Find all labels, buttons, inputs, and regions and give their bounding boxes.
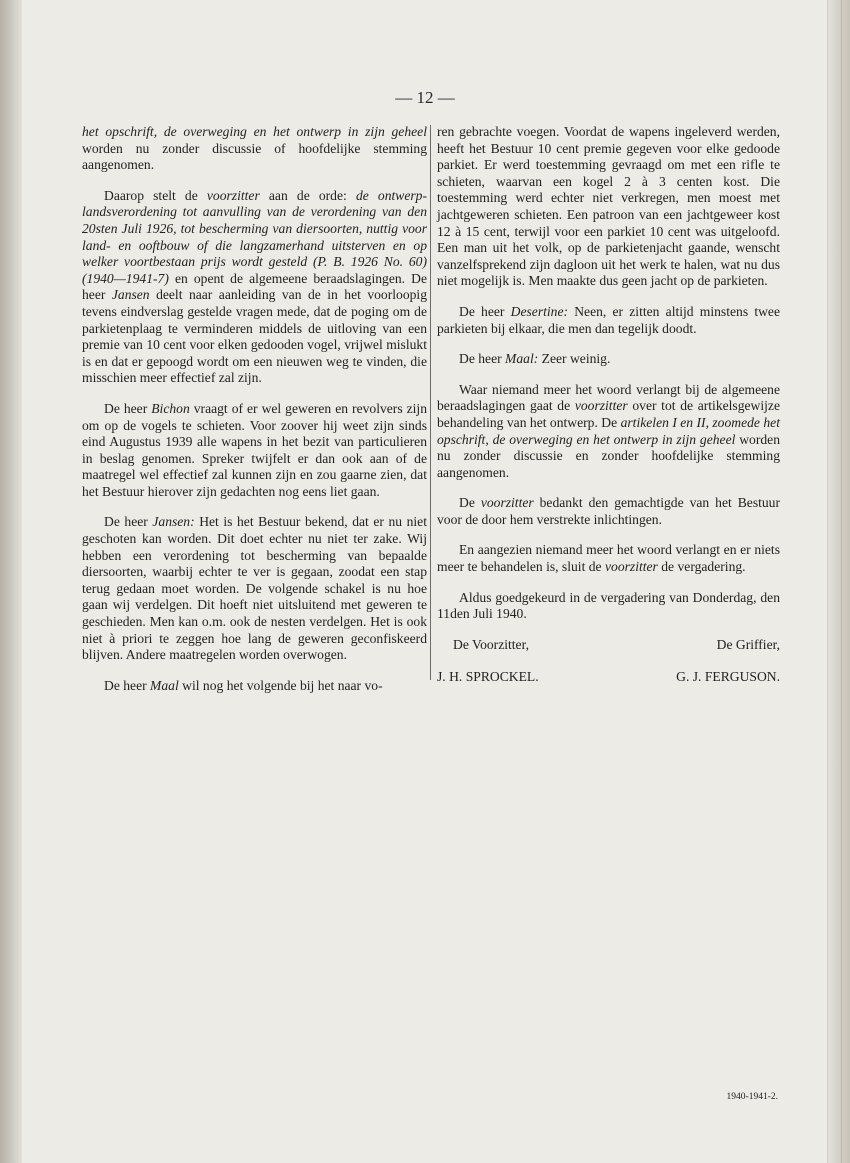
text-span: worden nu zonder discussie of hoofdelijke stemming aangenomen. (82, 140, 427, 173)
italic-span: Maal: (505, 351, 539, 367)
column-divider (430, 125, 431, 680)
right-paragraph-5 (437, 495, 780, 528)
italic-span: het opschrift, de overweging en het ontwerp in zijn geheel (82, 124, 427, 139)
italic-span: voorzitter (574, 398, 628, 414)
italic-span: voorzitter (206, 187, 260, 203)
text-span: En aangezien niemand meer het woord verlangt en er niets meer te behandelen is, sluit de (437, 542, 780, 575)
text-span: De heer (459, 303, 511, 319)
left-paragraph-2 (82, 188, 427, 387)
italic-span: Maal (150, 677, 179, 693)
text-span: Het is het Bestuur bekend, dat er nu niet geschoten kan worden. Dit doet echter nu niet ter zake. Wij hebben een verordening tot bescherming van bepaalde diersoorten, waarbij echter te ver is gegaan, zoodat een stap terug gedaan moet worden. De volgende schakel is nu hoe gaan wij verdelgen. Dit hoeft niet uitsluitend met geweren te geschieden. Men kan o.m. ook de nesten verdelgen. Het is ook niet à priori te zeggen hoe lang de geweren geconfiskeerd blijven. Andere maatregelen worden overwogen. (82, 514, 427, 663)
chair-name: J. H. SPROCKEL. (437, 669, 539, 685)
right-paragraph-2 (437, 304, 780, 337)
left-paragraph-4 (82, 514, 427, 663)
page-edge-stack (827, 0, 850, 1163)
italic-span: Bichon (151, 400, 190, 416)
italic-span: voorzitter (604, 559, 658, 575)
text-span: De heer (104, 514, 153, 530)
right-paragraph-4 (437, 382, 780, 482)
text-span: bedankt den gemachtigde van het Bestuur voor de door hem verstrekte inlichtingen. (437, 495, 781, 527)
page-edge-line (841, 0, 842, 1163)
text-span: Neen, er zitten altijd minstens twee parkieten bij elkaar, die men dan tegelijk doodt. (437, 303, 780, 336)
text-span: De (459, 495, 481, 511)
text-span: ren gebrachte voegen. Voordat de wapens ingeleverd werden, heeft het Bestuur 10 cent premie gegeven voor elke gedoode parkiet. Er werd toestemming gevraagd om met een rifle te schieten, waarvan een kogel 2 à 3 centen kost. Die toestemming werd echter niet verkregen, men moest met jachtgeweren schieten. Een patroon van een jachtgeweer kost 12 à 15 cent, terwijl voor een parkiet 10 cent was uitgeloofd. Een man uit het volk, op de parkietenjacht gaande, wenscht vanzelfsprekend zijn dagloon uit het werk te halen, wat nu dus niet mogelijk is. Men maakte dus geen jacht op de parkieten. (437, 124, 780, 289)
footer-code: 1940-1941-2. (726, 1092, 778, 1102)
right-paragraph-3 (437, 351, 780, 368)
text-span: wil nog het volgende bij het naar vo- (178, 677, 383, 693)
text-span: vraagt of er wel geweren en revolvers zijn om op de vogels te schieten. Voor zoover hij weet zijn sinds eind Augustus 1939 alle wapens in het bezit van particulieren in beslag genomen. Spreker twijfelt er dan ook aan of de maatregel wel effectief zal kunnen zijn en zou gaarne zien, dat het Bestuur hierover zijn gedachten nog eens liet gaan. (82, 400, 427, 499)
text-span: Waar niemand meer het woord verlangt bij de algemeene beraadslagingen gaat de (437, 381, 780, 414)
text-span: Aldus goedgekeurd in de vergadering van Donderdag, den 11den Juli 1940. (437, 589, 780, 622)
italic-span: Desertine: (510, 303, 569, 319)
text-span: over tot de artikelsgewijze behandeling van het ontwerp. De (437, 398, 780, 430)
text-span: deelt naar aanleiding van de in het voorloopig tevens eindverslag gestelde vragen mede, dat de poging om de parkietenplaag te verminderen middels de uitloving van een premie van 10 cent voor elken gedooden vogel, vrijwel mislukt is en dat er gepoogd wordt om een nieuwen weg te vinden, die misschien meer effectief zal zijn. (82, 287, 427, 386)
left-column (82, 124, 427, 708)
clerk-name: G. J. FERGUSON. (676, 669, 780, 685)
italic-span: de ontwerp-landsverordening tot aanvulling van de verordening van den 20sten Juli 1926, tot bescherming van diersoorten, nuttig voor land- en ooftbouw of die langzamerhand uitsterven en op welker voortbestaan prijs wordt gesteld (P. B. 1926 No. 60) (1940—1941-7) (82, 187, 427, 286)
text-span: aan de orde: (259, 187, 356, 203)
italic-span: Jansen (111, 287, 150, 303)
chair-title: De Voorzitter, (453, 636, 529, 652)
italic-span: artikelen I en II, zoomede het opschrift, de overweging en het ontwerp in zijn geheel (437, 414, 780, 447)
text-span: Daarop stelt de (104, 187, 207, 203)
italic-span: Jansen: (152, 514, 195, 530)
right-paragraph-6 (437, 542, 780, 575)
text-span: de vergadering. (657, 559, 746, 575)
italic-span: voorzitter (480, 495, 534, 511)
left-paragraph-1 (82, 124, 427, 174)
right-column (437, 124, 780, 702)
text-span: Zeer weinig. (538, 351, 611, 367)
text-span: en opent de algemeene beraadslagingen. De heer (82, 270, 427, 303)
clerk-title: De Griffier, (716, 636, 780, 652)
text-span: De heer (459, 351, 506, 367)
right-paragraph-1 (437, 124, 780, 290)
text-span: De heer (104, 677, 151, 693)
text-span: De heer (104, 400, 152, 416)
left-paragraph-5 (82, 678, 427, 695)
page-number: — 12 — (395, 88, 455, 107)
signature-names (437, 669, 780, 686)
signature-titles (437, 637, 780, 654)
binding-spine (0, 0, 22, 1163)
left-paragraph-3 (82, 401, 427, 501)
right-paragraph-7 (437, 590, 780, 623)
text-span: worden nu zonder discussie en zonder hoofdelijke stemming aangenomen. (437, 431, 780, 480)
